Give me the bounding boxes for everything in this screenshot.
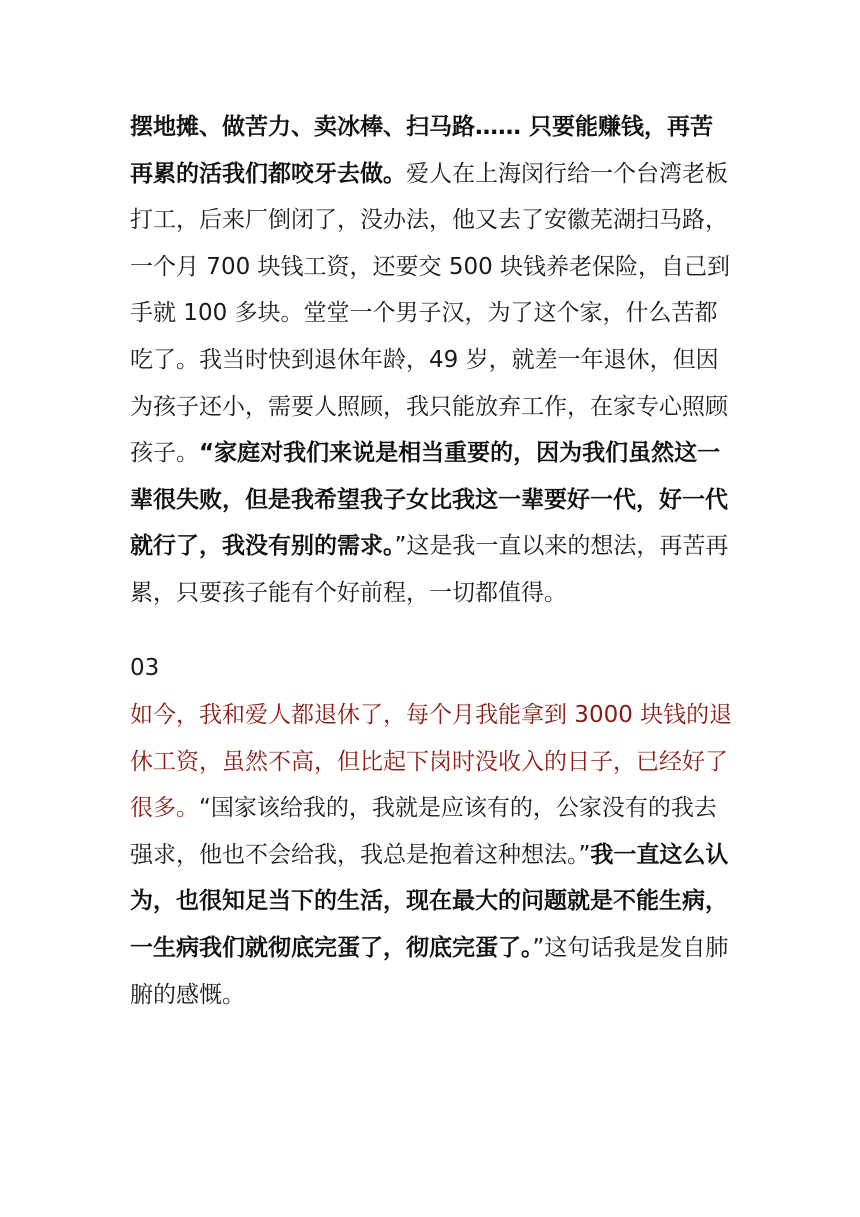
paragraph-2-body-end: ”这句话我是发自肺腑的感慨。: [130, 934, 729, 1008]
paragraph-2: [130, 692, 734, 1018]
paragraph-2-bold-part: 我一直这么认为，也很知足当下的生活，现在最大的问题就是不能生病，一生病我们就彻底完蛋了，彻底完蛋了。: [130, 841, 729, 961]
paragraph-1: [130, 104, 734, 617]
paragraph-1-bold-quote: “家庭对我们来说是相当重要的，因为我们虽然这一辈很失败，但是我希望我子女比我这一辈要好一代，好一代就行了，我没有别的需求。: [130, 440, 728, 560]
section-number: 03: [130, 655, 160, 681]
paragraph-2-red-intro: 如今，我和爱人都退休了，每个月我能拿到 3000 块钱的退休工资，虽然不高，但比起下岗时没收入的日子，已经好了很多。: [130, 702, 733, 822]
paragraph-1-bold-intro: 摆地摊、做苦力、卖冰棒、扫马路…… 只要能赚钱，再苦再累的活我们都咬牙去做。: [130, 114, 714, 187]
paragraph-1-body-end: ”这是我一直以来的想法，再苦再累，只要孩子能有个好前程，一切都值得。: [130, 533, 729, 606]
paragraph-2-quote: “国家该给我的，我就是应该有的，公家没有的我去强求，他也不会给我，我总是抱着这种想法。”: [130, 795, 717, 868]
paragraph-1-body: 爱人在上海闵行给一个台湾老板打工，后来厂倒闭了，没办法，他又去了安徽芜湖扫马路，一个月 700 块钱工资，还要交 500 块钱养老保险，自己到手就 100 多块。堂堂一个男子汉，为了这个家，什么苦都吃了。我当时快到退休年龄，49 岁，就差一年退休，但因为孩子还小，需要人照顾，我只能放弃工作，在家专心照顾孩子。: [130, 160, 731, 467]
